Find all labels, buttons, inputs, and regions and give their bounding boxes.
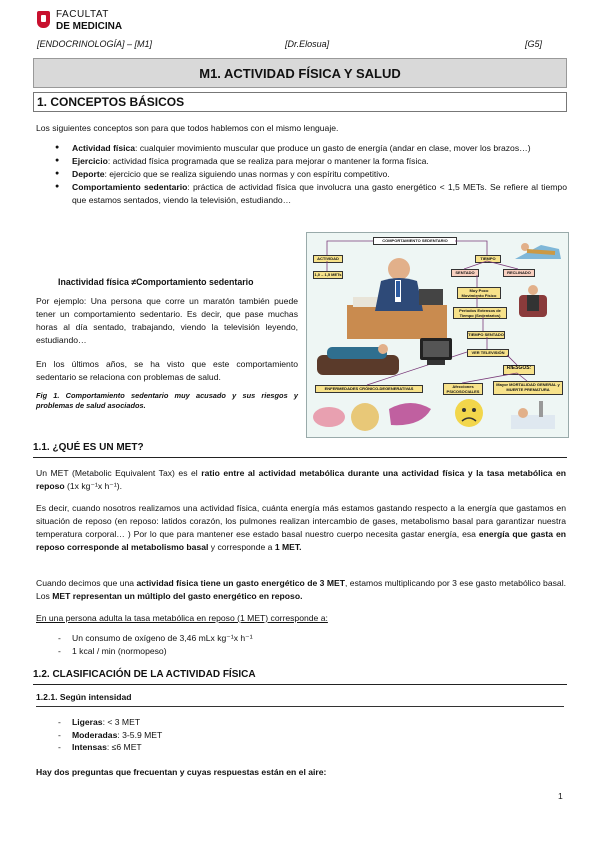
diagram-box: ENFERMEDADES CRÓNICO-DEGENERATIVAS bbox=[315, 385, 423, 393]
diagram-box: ACTIVIDAD bbox=[313, 255, 343, 263]
met-multiplier: Cuando decimos que una actividad física tiene un gasto energético de 3 MET, estamos multiplicando por 3 ese gasto metabólico basal. Los MET representan un múltiplo del gasto energético en reposo. bbox=[36, 578, 566, 601]
section-heading-1: 1. CONCEPTOS BÁSICOS bbox=[33, 92, 567, 112]
list-item: ● Actividad física: cualquier movimiento muscular que produce un gasto de energía (andar en clase, mover los brazos…) bbox=[55, 142, 567, 155]
office-worker-icon bbox=[347, 247, 447, 339]
reclined-person-icon bbox=[511, 237, 563, 263]
sad-face-icon bbox=[453, 397, 485, 433]
diagram-box: TIEMPO bbox=[475, 255, 501, 263]
list-item: ● Deporte: ejercicio que se realiza siguiendo unas normas y con espíritu competitivo. bbox=[55, 168, 567, 181]
page-title: M1. ACTIVIDAD FÍSICA Y SALUD bbox=[33, 58, 567, 88]
met-reference-heading: En una persona adulta la tasa metabólica en reposo (1 MET) corresponde a: bbox=[36, 613, 328, 623]
inactividad-note: Inactividad física ≠Comportamiento sedentario bbox=[58, 277, 254, 287]
met-explanation: Es decir, cuando nosotros realizamos una actividad física, cuánta energía más estamos gastando respecto a la energía que gastamos en situación de reposo (en reposo: latidos corazón, los pulmones realizan intercambio de gases, metabolismo basal para garantizar nuestra temperatura corporal… ) Por lo que para mantener ese estado basal nuestro cuerpo necesita gastar energía, esa energía que gasta en reposo corresponde al metabolismo basal y corresponde a 1 MET. bbox=[36, 503, 566, 552]
diagram-box: RIESGOS: bbox=[503, 365, 535, 375]
list-item: - Un consumo de oxígeno de 3,46 mLx kg⁻¹x h⁻¹ bbox=[36, 632, 566, 645]
header-right: [G5] bbox=[525, 39, 543, 49]
organs-icon bbox=[311, 397, 437, 435]
list-item: - Moderadas: 3-5.9 MET bbox=[36, 729, 566, 742]
page-number: 1 bbox=[558, 791, 563, 801]
logo-line1: FACULTAT bbox=[56, 9, 109, 20]
section-heading-1-1: 1.1. ¿QUÉ ES UN MET? bbox=[33, 440, 567, 458]
list-item: ● Ejercicio: actividad física programada que se realiza para mejorar o mantener la forma física. bbox=[55, 155, 567, 168]
diagram-box: Muy Poco Movimiento Físico bbox=[457, 287, 501, 299]
couch-person-icon bbox=[313, 337, 403, 379]
television-icon bbox=[419, 337, 453, 367]
diagram-box: SENTADO bbox=[451, 269, 479, 277]
closing-question: Hay dos preguntas que frecuentan y cuyas respuestas están en el aire: bbox=[36, 767, 327, 777]
seated-person-icon bbox=[513, 281, 553, 321]
example-paragraph: Por ejemplo: Una persona que corre un maratón también puede tener un comportamiento sedentario. Es decir, que pase muchas horas al día sentado, trabajando, viendo la televisión leyendo, estudiando… bbox=[36, 296, 298, 345]
diagram-box: VER TELEVISIÓN bbox=[467, 349, 509, 357]
list-item: - Intensas: ≤6 MET bbox=[36, 741, 566, 754]
header-center: [Dr.Elosua] bbox=[285, 39, 330, 49]
sedentary-diagram bbox=[306, 232, 569, 438]
subsection-heading-1-2-1: 1.2.1. Según intensidad bbox=[36, 691, 564, 707]
diagram-box: Afecciones PSICOSOCIALES bbox=[443, 383, 483, 395]
intro-text: Los siguientes conceptos son para que todos hablemos con el mismo lenguaje. bbox=[36, 123, 339, 133]
health-paragraph: En los últimos años, se ha visto que este comportamiento sedentario se relaciona con problemas de salud. bbox=[36, 359, 298, 382]
met-definition: Un MET (Metabolic Equivalent Tax) es el ratio entre al actividad metabólica durante una actividad física y la tasa metabólica en reposo (1x kg⁻¹x h⁻¹). bbox=[36, 468, 566, 491]
definitions-list bbox=[55, 142, 567, 207]
faculty-logo-icon bbox=[37, 11, 50, 28]
intensity-list bbox=[36, 716, 566, 754]
diagram-box: Mayor MORTALIDAD GENERAL y MUERTE PREMATURA bbox=[493, 381, 563, 395]
diagram-box: COMPORTAMIENTO SEDENTARIO bbox=[373, 237, 457, 245]
logo-line2: DE MEDICINA bbox=[56, 21, 123, 32]
list-item: - Ligeras: < 3 MET bbox=[36, 716, 566, 729]
list-item: ● Comportamiento sedentario: práctica de actividad física que involucra una gasto energético < 1,5 METs. Se refiere al tiempo que estamos sentados, viendo la televisión, estudiando… bbox=[55, 181, 567, 206]
list-item: - 1 kcal / min (normopeso) bbox=[36, 645, 566, 658]
diagram-box: RECLINADO bbox=[503, 269, 535, 277]
figure-caption: Fig 1. Comportamiento sedentario muy acusado y sus riesgos y problemas de salud asociados. bbox=[36, 391, 298, 410]
diagram-box: TIEMPO SENTADO bbox=[468, 332, 504, 337]
diagram-box: 1,0 – 1,5 METs bbox=[314, 272, 342, 277]
header-left: [ENDOCRINOLOGÍA] – [M1] bbox=[37, 39, 153, 49]
section-heading-1-2: 1.2. CLASIFICACIÓN DE LA ACTIVIDAD FÍSICA bbox=[33, 667, 567, 685]
hospital-patient-icon bbox=[509, 397, 557, 435]
met-values-list bbox=[36, 632, 566, 657]
diagram-box: Periodos Extensos de Tiempo (Sedentarios) bbox=[453, 307, 507, 319]
